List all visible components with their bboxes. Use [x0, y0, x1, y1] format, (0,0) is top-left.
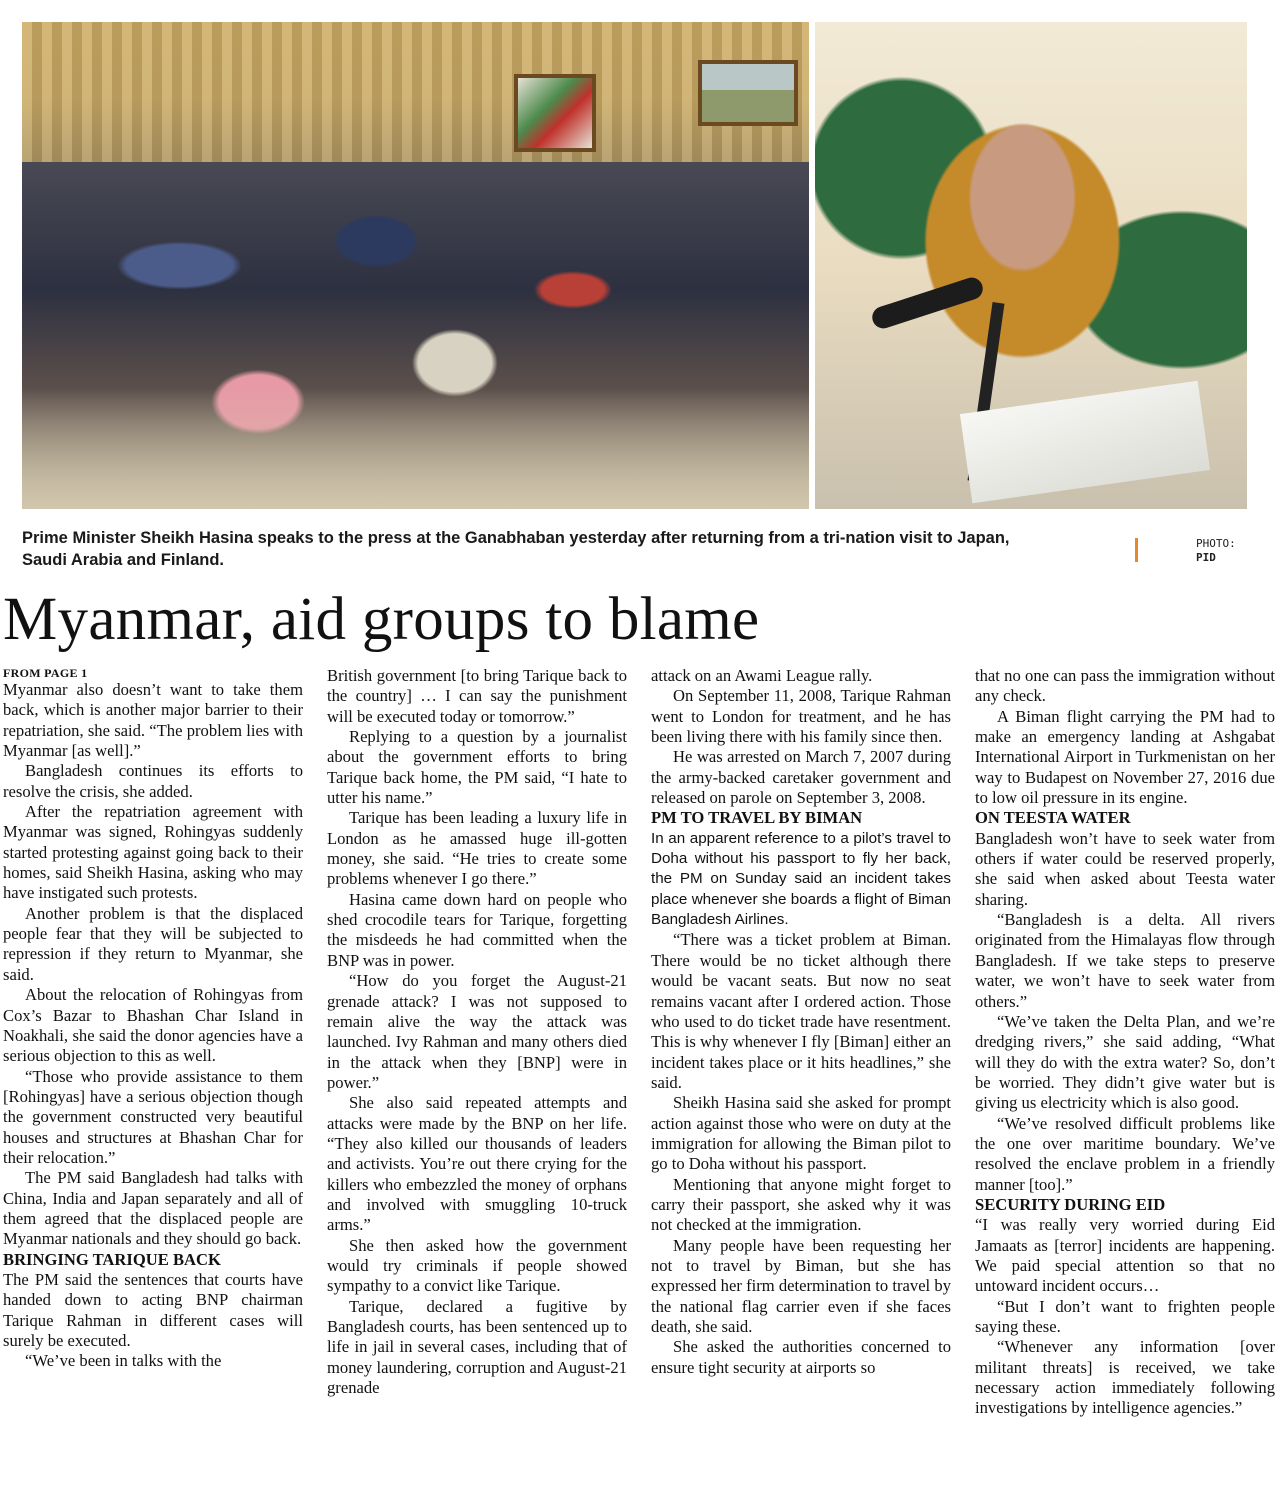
article-paragraph: Bangladesh continues its efforts to resolve the crisis, she added.: [3, 761, 303, 801]
section-subheading: PM TO TRAVEL BY BIMAN: [651, 808, 863, 828]
article-column-1: [3, 666, 303, 1482]
article-headline: Myanmar, aid groups to blame: [3, 586, 760, 653]
article-paragraph: “Whenever any information [over militant threats] is received, we take necessary action immediately following investigations by intelligence agencies.”: [975, 1337, 1275, 1418]
continued-from-label: FROM PAGE 1: [3, 666, 88, 680]
article-paragraph: He was arrested on March 7, 2007 during the army-backed caretaker government and released on parole on September 3, 2008.: [651, 747, 951, 808]
photo-credit-label: PHOTO:: [1196, 537, 1236, 550]
article-paragraph: “How do you forget the August-21 grenade attack? I was not supposed to remain alive the way the attack was launched. Ivy Rahman and many others died in the attack when they [BNP] were in power.”: [327, 971, 627, 1092]
article-paragraph: Hasina came down hard on people who shed crocodile tears for Tarique, forgetting the misdeeds he had committed when the BNP was in power.: [327, 889, 627, 970]
article-paragraph: After the repatriation agreement with Myanmar was signed, Rohingyas suddenly started protesting against going back to their homes, said Sheikh Hasina, asking who may have instigated such protests.: [3, 802, 303, 903]
article-paragraph: Another problem is that the displaced people fear that they will be subjected to repression if they return to Myanmar, she said.: [3, 903, 303, 984]
article-paragraph: Sheikh Hasina said she asked for prompt action against those who were on duty at the immigration for allowing the Biman pilot to go to Doha without his passport.: [651, 1093, 951, 1174]
photo-credit: [1196, 537, 1236, 565]
curtains-decor: [22, 22, 809, 162]
photo-caption: Prime Minister Sheikh Hasina speaks to the press at the Ganabhaban yesterday after returning from a tri-nation visit to Japan, Saudi Arabia and Finland.: [22, 529, 1010, 569]
section-subheading: BRINGING TARIQUE BACK: [3, 1249, 221, 1269]
article-paragraph: “We’ve been in talks with the: [25, 1351, 222, 1371]
article-column-2: [327, 666, 627, 1482]
article-paragraph: Myanmar also doesn’t want to take them back, which is another major barrier to their repatriation, she said. “The problem lies with Myanmar [as well].”: [3, 680, 303, 761]
article-paragraph: “We’ve resolved difficult problems like the one over maritime boundary. We’ve resolved the enclave problem in a friendly manner [too].”: [975, 1113, 1275, 1194]
article-paragraph: British government [to bring Tarique back to the country] … I can say the punishment will be executed today or tomorrow.”: [327, 666, 627, 726]
article-body: [3, 666, 1275, 1482]
article-paragraph: Replying to a question by a journalist about the government efforts to bring Tarique back home, the PM said, “I hate to utter his name.”: [327, 727, 627, 808]
article-paragraph: “I was really very worried during Eid Jamaats as [terror] incidents are happening. We paid special attention so that no untoward incident occurs…: [975, 1215, 1275, 1296]
photo-credit-source: PID: [1196, 551, 1216, 564]
article-paragraph: On September 11, 2008, Tarique Rahman went to London for treatment, and he has been living there with his family since then.: [651, 686, 951, 747]
floor-decor: [22, 389, 809, 509]
wall-painting: [514, 74, 596, 152]
article-paragraph: “But I don’t want to frighten people saying these.: [975, 1296, 1275, 1336]
article-paragraph: A Biman flight carrying the PM had to make an emergency landing at Ashgabat International Airport in Turkmenistan on her way to Budapest on November 27, 2016 due to low oil pressure in its engine.: [975, 706, 1275, 808]
article-paragraph: “There was a ticket problem at Biman. There would be no ticket although there would be vacant seats. But now no seat remains vacant after I ordered action. Those who used to do ticket trade have resentment. This is why whenever I fly [Biman] either an incident takes place or it hits headlines,” she said.: [651, 930, 951, 1092]
article-paragraph: The PM said Bangladesh had talks with China, India and Japan separately and all of them agreed that the displaced people are Myanmar nationals and they should go back.: [3, 1168, 303, 1249]
article-paragraph: Mentioning that anyone might forget to carry their passport, she asked why it was not checked at the immigration.: [651, 1174, 951, 1235]
article-paragraph: She asked the authorities concerned to ensure tight security at airports so: [651, 1337, 951, 1377]
papers-decor: [960, 381, 1210, 504]
article-column-3: [651, 666, 951, 1482]
article-paragraph: Bangladesh won’t have to seek water from others if water could be reserved properly, she said when asked about Teesta water sharing.: [975, 828, 1275, 909]
article-paragraph: She then asked how the government would try criminals if people showed sympathy to a convict like Tarique.: [327, 1235, 627, 1296]
article-paragraph: Tarique has been leading a luxury life in London as he amassed huge ill-gotten money, she said. “He tries to create some problems whenever I go there.”: [327, 808, 627, 889]
article-paragraph: About the relocation of Rohingyas from Cox’s Bazar to Bhashan Char Island in Noakhali, she said the donor agencies have a serious objection to this as well.: [3, 985, 303, 1066]
article-paragraph: “We’ve taken the Delta Plan, and we’re dredging rivers,” she said adding, “What will they do with the extra water? So, don’t be worried. They didn’t give water but is giving us electricity which is also good.: [975, 1011, 1275, 1113]
section-subheading: SECURITY DURING EID: [975, 1194, 1166, 1214]
article-paragraph: Many people have been requesting her not to travel by Biman, but she has expressed her firm determination to travel by the national flag carrier even if she faces death, she said.: [651, 1235, 951, 1336]
credit-divider: [1135, 538, 1138, 562]
article-paragraph: Tarique, declared a fugitive by Bangladesh courts, has been sentenced up to life in jail in several cases, including that of money laundering, corruption and August-21 grenade: [327, 1296, 627, 1398]
article-paragraph: “Bangladesh is a delta. All rivers originated from the Himalayas flow through Bangladesh. If we take steps to preserve water, we won’t have to seek water from others.”: [975, 910, 1275, 1011]
prime-minister-speaking-photo: [815, 22, 1247, 509]
section-subheading: ON TEESTA WATER: [975, 808, 1131, 828]
press-conference-audience-photo: [22, 22, 809, 509]
photo-strip: [22, 22, 1247, 509]
article-paragraph: attack on an Awami League rally.: [651, 666, 873, 685]
article-paragraph: In an apparent reference to a pilot’s travel to Doha without his passport to fly her back, the PM on Sunday said an incident takes place whenever she boards a flight of Biman Bangladesh Airlines.: [651, 829, 951, 929]
wall-painting-landscape: [698, 60, 798, 126]
article-paragraph: She also said repeated attempts and attacks were made by the BNP on her life. “They also killed our thousands of leaders and activists. You’re out there crying for the killers who embezzled the money of orphans and involved with smuggling 10-truck arms.”: [327, 1093, 627, 1235]
article-paragraph: “Those who provide assistance to them [Rohingyas] have a serious objection though the government constructed very beautiful houses and structures at Bhashan Char for their relocation.”: [3, 1066, 303, 1167]
article-paragraph: that no one can pass the immigration without any check.: [975, 666, 1275, 706]
microphone-icon: [869, 275, 985, 331]
article-column-4: [975, 666, 1275, 1482]
article-paragraph: The PM said the sentences that courts have handed down to acting BNP chairman Tarique Rahman in different cases will surely be executed.: [3, 1269, 303, 1350]
